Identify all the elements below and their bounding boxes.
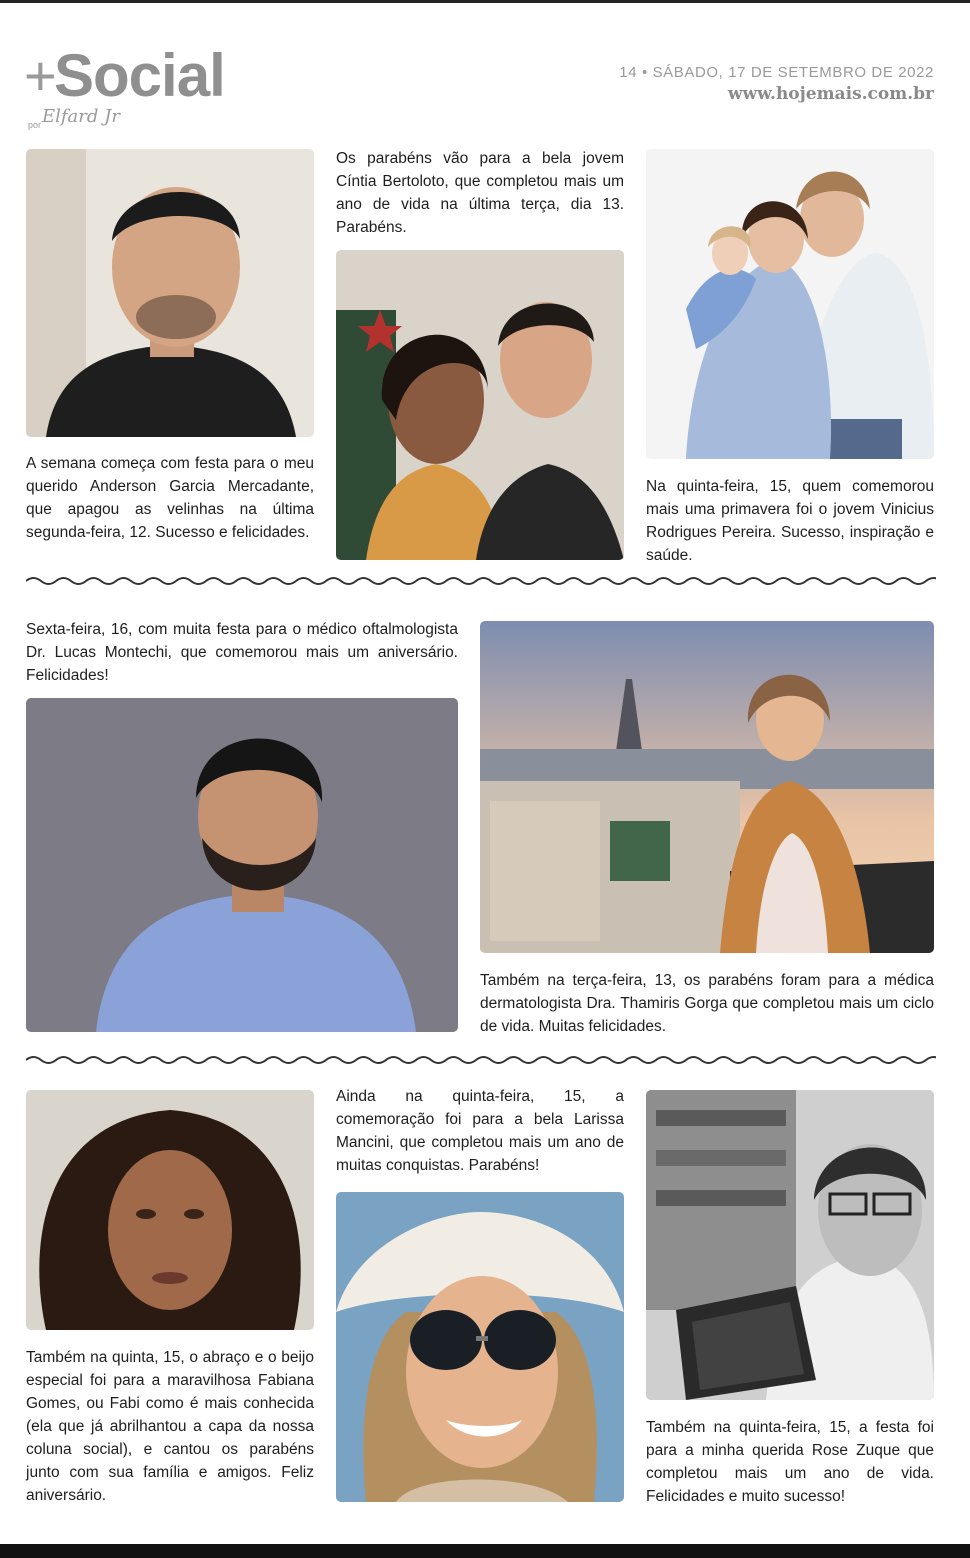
photo-anderson bbox=[26, 149, 314, 437]
columnist-signature: Elfard Jr bbox=[42, 106, 120, 127]
photo-thamiris bbox=[480, 621, 934, 953]
caption-rose: Também na quinta-feira, 15, a festa foi para a minha querida Rose Zuque que completou mais um ano de vida. Felicidades e muito sucesso! bbox=[646, 1419, 934, 1505]
photo-cintia bbox=[336, 250, 624, 560]
wavy-divider bbox=[26, 574, 936, 588]
website-link[interactable]: www.hojemais.com.br bbox=[727, 84, 934, 104]
photo-lucas bbox=[26, 698, 458, 1032]
logo-plus: + bbox=[24, 44, 57, 107]
caption-vinicius: Na quinta-feira, 15, quem comemorou mais uma primavera foi o jovem Vinicius Rodrigues Pereira. Sucesso, inspiração e saúde. bbox=[646, 478, 934, 564]
caption-fabiana: Também na quinta, 15, o abraço e o beijo especial foi para a maravilhosa Fabiana Gomes, ou Fabi como é mais conhecida (ela que já abrilhantou a capa da nossa coluna social), e cantou os parabéns junto com sua família e amigos. Feliz aniversário. bbox=[26, 1349, 314, 1504]
caption-thamiris: Também na terça-feira, 13, os parabéns foram para a médica dermatologista Dra. Thamiris Gorga que completou mais um ciclo de vida. Muitas felicidades. bbox=[480, 972, 934, 1035]
photo-larissa bbox=[336, 1192, 624, 1502]
photo-rose bbox=[646, 1090, 934, 1400]
bottom-rule bbox=[0, 1544, 970, 1558]
photo-fabiana bbox=[26, 1090, 314, 1330]
wavy-divider bbox=[26, 1053, 936, 1067]
caption-anderson: A semana começa com festa para o meu querido Anderson Garcia Mercadante, que apagou as velinhas na última segunda-feira, 12. Sucesso e felicidades. bbox=[26, 455, 314, 541]
caption-larissa: Ainda na quinta-feira, 15, a comemoração foi para a bela Larissa Mancini, que completou mais um ano de muitas conquistas. Parabéns! bbox=[336, 1088, 624, 1174]
caption-lucas: Sexta-feira, 16, com muita festa para o médico oftalmologista Dr. Lucas Montechi, que comemorou mais um aniversário. Felicidades! bbox=[26, 621, 458, 684]
logo-word: Social bbox=[54, 42, 225, 109]
caption-cintia: Os parabéns vão para a bela jovem Cíntia Bertoloto, que completou mais um ano de vida na última terça, dia 13. Parabéns. bbox=[336, 150, 624, 236]
column-logo bbox=[24, 42, 254, 142]
top-rule bbox=[0, 0, 970, 3]
logo-by: por bbox=[28, 120, 42, 130]
photo-vinicius bbox=[646, 149, 934, 459]
edition-line: 14 • SÁBADO, 17 DE SETEMBRO DE 2022 bbox=[619, 64, 934, 81]
